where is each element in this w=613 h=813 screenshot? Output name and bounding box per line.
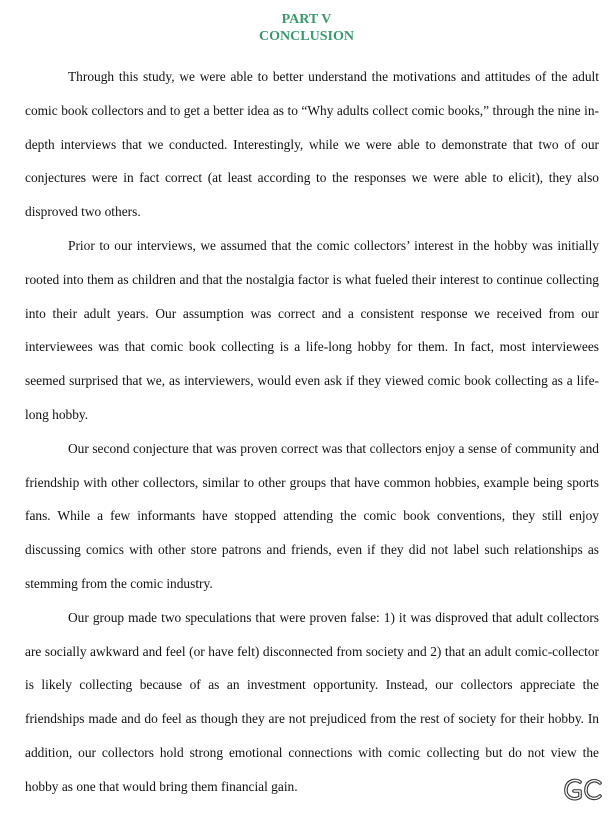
paragraph-4: Our group made two speculations that were proven false: 1) it was disproved that adult collectors are socially awkward and feel (or have felt) disconnected from society and 2) that an adult comic-collector is likely collecting because of as an investment opportunity. Instead, our collectors appreciate the friendships made and do feel as though they are not prejudiced from the rest of society for their hobby. In addition, our collectors hold strong emotional connections with comic collecting but do not view the hobby as one that would bring them financial gain. (25, 609, 599, 794)
section-title: CONCLUSION (259, 29, 354, 44)
conclusion-body (25, 60, 599, 804)
gc-logo-icon (563, 776, 603, 804)
section-part-label: PART V (281, 12, 332, 27)
paragraph-3: Our second conjecture that was proven correct was that collectors enjoy a sense of community and friendship with other collectors, similar to other groups that have common hobbies, example being sports fans. While a few informants have stopped attending the comic book conventions, they still enjoy discussing comics with other store patrons and friends, even if they did not label such relationships as stemming from the comic industry. (25, 440, 599, 591)
paragraph-2: Prior to our interviews, we assumed that the comic collectors’ interest in the hobby was initially rooted into them as children and that the nostalgia factor is what fueled their interest to continue collecting into their adult years. Our assumption was correct and a consistent response we received from our interviewees was that comic book collecting is a life-long hobby for them. In fact, most interviewees seemed surprised that we, as interviewers, would even ask if they viewed comic book collecting as a life-long hobby. (25, 237, 599, 422)
paragraph-1: Through this study, we were able to better understand the motivations and attitudes of the adult comic book collectors and to get a better idea as to “Why adults collect comic books,” through the nine in-depth interviews that we conducted. Interestingly, while we were able to demonstrate that two of our conjectures were in fact correct (at least according to the responses we were able to elicit), they also disproved two others. (25, 69, 599, 220)
